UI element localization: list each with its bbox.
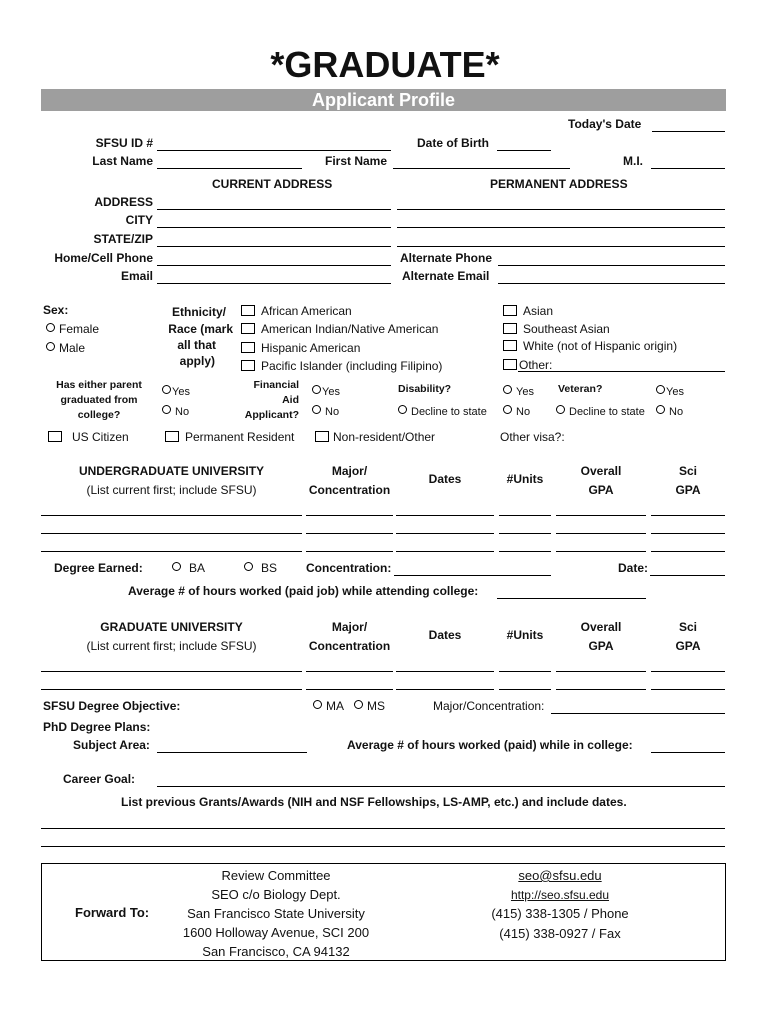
option-label: No xyxy=(669,406,684,418)
option-label: Hispanic American xyxy=(261,341,361,355)
option-label: MA xyxy=(326,699,344,713)
permanent-city-field[interactable] xyxy=(397,227,725,228)
checkbox-icon xyxy=(503,323,517,334)
permanent-address-heading: PERMANENT ADDRESS xyxy=(490,177,628,191)
email-link[interactable]: seo@sfsu.edu xyxy=(518,868,602,883)
ethnicity-option-asian[interactable] xyxy=(503,304,553,318)
grad-sci-heading-2: GPA xyxy=(675,639,701,653)
grad-major-heading-2: Concentration xyxy=(308,639,391,653)
aid-no-option[interactable] xyxy=(312,405,339,418)
option-label: Yes xyxy=(516,386,534,398)
option-label: White (not of Hispanic origin) xyxy=(523,339,678,353)
dob-field[interactable] xyxy=(497,150,551,151)
permanent-state-zip-field[interactable] xyxy=(397,246,725,247)
option-label: Yes xyxy=(322,386,340,398)
cell-field[interactable] xyxy=(499,671,551,672)
ethnicity-option-southeast-asian[interactable] xyxy=(503,322,610,336)
career-goal-field[interactable] xyxy=(157,786,725,787)
sex-female-label: Female xyxy=(59,322,100,336)
cell-field[interactable] xyxy=(499,551,551,552)
cell-field[interactable] xyxy=(396,689,494,690)
cell-field[interactable] xyxy=(396,551,494,552)
grad-gpa-heading-1: Overall xyxy=(580,620,622,634)
cell-field[interactable] xyxy=(306,671,393,672)
ethnicity-option-white[interactable] xyxy=(503,339,677,353)
cell-field[interactable] xyxy=(41,515,302,516)
address-line-2: SEO c/o Biology Dept. xyxy=(211,887,341,902)
permanent-address-field[interactable] xyxy=(397,209,725,210)
cell-field[interactable] xyxy=(41,551,302,552)
degree-earned-label: Degree Earned: xyxy=(54,561,143,575)
ethnicity-option-hispanic[interactable] xyxy=(241,341,360,355)
alt-phone-field[interactable] xyxy=(498,265,725,266)
cell-field[interactable] xyxy=(41,671,302,672)
grad-dates-heading: Dates xyxy=(428,628,462,642)
disability-label: Disability? xyxy=(398,383,452,395)
ethnicity-label-2: Race (mark xyxy=(168,322,233,336)
todays-date-label: Today's Date xyxy=(568,117,642,131)
cell-field[interactable] xyxy=(651,533,725,534)
cell-field[interactable] xyxy=(556,689,646,690)
radio-icon xyxy=(656,385,665,394)
last-name-label: Last Name xyxy=(92,154,153,168)
objective-ms-option[interactable] xyxy=(354,699,385,713)
aid-label-1: Financial xyxy=(253,379,299,391)
cell-field[interactable] xyxy=(651,551,725,552)
address-label: ADDRESS xyxy=(94,195,153,209)
radio-icon xyxy=(312,385,321,394)
option-label: Decline to state xyxy=(569,406,645,418)
cell-field[interactable] xyxy=(556,533,646,534)
parent-label-1: Has either parent xyxy=(56,379,142,391)
grad-subheading: (List current first; include SFSU) xyxy=(86,639,257,653)
alt-email-field[interactable] xyxy=(498,283,725,284)
ethnicity-label-1: Ethnicity/ xyxy=(171,305,226,319)
undergrad-subheading: (List current first; include SFSU) xyxy=(86,483,257,497)
address-line-1: Review Committee xyxy=(221,868,331,883)
option-label: Southeast Asian xyxy=(523,322,610,336)
aid-label-3: Applicant? xyxy=(244,409,299,421)
checkbox-icon xyxy=(503,340,517,351)
checkbox-icon xyxy=(503,305,517,316)
career-goal-label: Career Goal: xyxy=(63,772,136,786)
cell-field[interactable] xyxy=(396,515,494,516)
option-label: BA xyxy=(189,561,206,575)
option-label: BS xyxy=(261,561,278,575)
cell-field[interactable] xyxy=(499,515,551,516)
subject-area-label: Subject Area: xyxy=(73,738,150,752)
sex-label: Sex: xyxy=(43,303,69,317)
current-address-heading: CURRENT ADDRESS xyxy=(212,177,333,191)
option-label: Yes xyxy=(666,386,684,398)
cell-field[interactable] xyxy=(651,515,725,516)
option-label: Pacific Islander (including Filipino) xyxy=(261,359,443,373)
option-label: Yes xyxy=(172,386,190,398)
checkbox-icon xyxy=(241,323,255,334)
phone-text: (415) 338-1305 / Phone xyxy=(491,906,629,921)
degree-date-label: Date: xyxy=(618,561,649,575)
home-phone-label: Home/Cell Phone xyxy=(54,251,153,265)
cell-field[interactable] xyxy=(651,689,725,690)
parent-no-option[interactable] xyxy=(162,405,189,418)
veteran-yes-option[interactable] xyxy=(656,385,684,398)
radio-icon xyxy=(556,405,565,414)
major-concentration-field[interactable] xyxy=(551,713,725,714)
cell-field[interactable] xyxy=(499,533,551,534)
sfsu-id-label: SFSU ID # xyxy=(95,136,153,150)
radio-icon xyxy=(162,405,171,414)
degree-date-field[interactable] xyxy=(650,575,725,576)
cell-field[interactable] xyxy=(396,533,494,534)
option-label: No xyxy=(175,406,190,418)
disability-yes-option[interactable] xyxy=(503,385,534,398)
cell-field[interactable] xyxy=(396,671,494,672)
ethnicity-option-american-indian[interactable] xyxy=(241,322,438,336)
radio-icon xyxy=(398,405,407,414)
option-label: American Indian/Native American xyxy=(261,322,439,336)
mi-label: M.I. xyxy=(623,154,643,168)
aid-yes-option[interactable] xyxy=(312,385,340,398)
concentration-label: Concentration: xyxy=(306,561,392,575)
ethnicity-label-4: apply) xyxy=(179,354,215,368)
option-label: No xyxy=(516,406,531,418)
sfsu-id-field[interactable] xyxy=(157,150,391,151)
option-label: No xyxy=(325,406,340,418)
first-name-label: First Name xyxy=(325,154,388,168)
grants-field-1[interactable] xyxy=(41,828,725,829)
state-zip-label: STATE/ZIP xyxy=(93,232,153,246)
undergrad-gpa-heading-1: Overall xyxy=(580,464,622,478)
todays-date-field[interactable] xyxy=(652,131,725,132)
checkbox-icon xyxy=(241,342,255,353)
cell-field[interactable] xyxy=(499,689,551,690)
radio-icon xyxy=(503,405,512,414)
grants-field-2[interactable] xyxy=(41,846,725,847)
grad-units-heading: #Units xyxy=(506,628,544,642)
current-city-field[interactable] xyxy=(157,227,391,228)
ethnicity-other-field[interactable] xyxy=(518,371,725,372)
radio-icon xyxy=(312,405,321,414)
radio-icon xyxy=(656,405,665,414)
checkbox-icon xyxy=(165,431,179,442)
cell-field[interactable] xyxy=(306,689,393,690)
hours-worked-label: Average # of hours worked (paid job) while attending college: xyxy=(128,584,479,598)
first-name-field[interactable] xyxy=(393,168,570,169)
email-field[interactable] xyxy=(157,283,391,284)
undergrad-gpa-heading-2: GPA xyxy=(588,483,614,497)
page-title: *GRADUATE* xyxy=(270,44,500,85)
undergrad-major-heading-2: Concentration xyxy=(308,483,391,497)
ethnicity-label-3: all that xyxy=(177,338,216,352)
other-visa-label: Other visa?: xyxy=(500,430,565,444)
checkbox-icon xyxy=(241,305,255,316)
hours-paid-label: Average # of hours worked (paid) while in college: xyxy=(347,738,633,752)
aid-label-2: Aid xyxy=(282,394,299,406)
cell-field[interactable] xyxy=(41,689,302,690)
mi-field[interactable] xyxy=(651,168,725,169)
undergrad-sci-heading-2: GPA xyxy=(675,483,701,497)
sex-female-option[interactable] xyxy=(46,322,99,336)
radio-icon xyxy=(244,562,253,571)
grad-gpa-heading-2: GPA xyxy=(588,639,614,653)
banner-title: Applicant Profile xyxy=(311,90,455,110)
radio-icon xyxy=(46,342,55,351)
cell-field[interactable] xyxy=(556,515,646,516)
radio-icon xyxy=(503,385,512,394)
ethnicity-option-pacific-islander[interactable] xyxy=(241,359,442,373)
subject-area-field[interactable] xyxy=(157,752,307,753)
radio-icon xyxy=(354,700,363,709)
undergrad-heading: UNDERGRADUATE UNIVERSITY xyxy=(78,464,265,478)
disability-no-option[interactable] xyxy=(503,405,530,418)
parent-yes-option[interactable] xyxy=(162,385,190,398)
city-label: CITY xyxy=(125,213,153,227)
grants-label: List previous Grants/Awards (NIH and NSF Fellowships, LS-AMP, etc.) and include dates. xyxy=(121,795,627,809)
objective-ma-option[interactable] xyxy=(313,699,344,713)
email-label: Email xyxy=(120,269,153,283)
grad-sci-heading-1: Sci xyxy=(678,620,697,634)
checkbox-icon xyxy=(315,431,329,442)
us-citizen-option[interactable] xyxy=(48,430,129,444)
cell-field[interactable] xyxy=(556,551,646,552)
last-name-field[interactable] xyxy=(157,168,302,169)
option-label: Asian xyxy=(523,304,554,318)
sex-male-label: Male xyxy=(59,341,86,355)
veteran-no-option[interactable] xyxy=(656,405,683,418)
option-label: Decline to state xyxy=(411,406,487,418)
address-line-5: San Francisco, CA 94132 xyxy=(202,944,350,959)
option-label: US Citizen xyxy=(72,430,129,444)
concentration-field[interactable] xyxy=(394,575,551,576)
degree-bs-option[interactable] xyxy=(244,561,277,575)
undergrad-dates-heading: Dates xyxy=(428,472,462,486)
checkbox-icon xyxy=(48,431,62,442)
cell-field[interactable] xyxy=(556,671,646,672)
cell-field[interactable] xyxy=(306,551,393,552)
current-address-field[interactable] xyxy=(157,209,391,210)
checkbox-icon xyxy=(503,359,517,370)
current-state-zip-field[interactable] xyxy=(157,246,391,247)
radio-icon xyxy=(46,323,55,332)
address-line-4: 1600 Holloway Avenue, SCI 200 xyxy=(182,925,370,940)
undergrad-units-heading: #Units xyxy=(506,472,544,486)
parent-label-3: college? xyxy=(77,409,121,421)
home-phone-field[interactable] xyxy=(157,265,391,266)
parent-label-2: graduated from xyxy=(60,394,138,406)
radio-icon xyxy=(162,385,171,394)
cell-field[interactable] xyxy=(306,515,393,516)
dob-label: Date of Birth xyxy=(417,136,489,150)
cell-field[interactable] xyxy=(651,671,725,672)
disability-decline-option[interactable] xyxy=(398,405,487,418)
cell-field[interactable] xyxy=(41,533,302,534)
veteran-decline-option[interactable] xyxy=(556,405,645,418)
option-label: Other: xyxy=(519,358,553,372)
hours-paid-field[interactable] xyxy=(651,752,725,753)
option-label: Non-resident/Other xyxy=(333,430,436,444)
alt-phone-label: Alternate Phone xyxy=(400,251,493,265)
forward-to-label: Forward To: xyxy=(75,905,150,920)
grad-major-heading-1: Major/ xyxy=(331,620,368,634)
option-label: Permanent Resident xyxy=(185,430,295,444)
ethnicity-option-other[interactable] xyxy=(503,358,552,372)
major-concentration-label: Major/Concentration: xyxy=(433,699,545,713)
checkbox-icon xyxy=(241,360,255,371)
degree-ba-option[interactable] xyxy=(172,561,205,575)
ethnicity-option-african-american[interactable] xyxy=(241,304,352,318)
undergrad-major-heading-1: Major/ xyxy=(331,464,368,478)
degree-objective-label: SFSU Degree Objective: xyxy=(43,699,181,713)
veteran-label: Veteran? xyxy=(558,383,603,395)
radio-icon xyxy=(313,700,322,709)
cell-field[interactable] xyxy=(306,533,393,534)
option-label: MS xyxy=(367,699,385,713)
grad-heading: GRADUATE UNIVERSITY xyxy=(100,620,243,634)
fax-text: (415) 338-0927 / Fax xyxy=(499,926,621,941)
undergrad-sci-heading-1: Sci xyxy=(678,464,697,478)
alt-email-label: Alternate Email xyxy=(402,269,490,283)
website-link[interactable]: http://seo.sfsu.edu xyxy=(510,888,610,902)
radio-icon xyxy=(172,562,181,571)
phd-plans-label: PhD Degree Plans: xyxy=(43,720,151,734)
address-line-3: San Francisco State University xyxy=(187,906,365,921)
non-resident-option[interactable] xyxy=(315,430,435,444)
permanent-resident-option[interactable] xyxy=(165,430,294,444)
sex-male-option[interactable] xyxy=(46,341,85,355)
hours-worked-field[interactable] xyxy=(497,598,646,599)
option-label: African American xyxy=(261,304,352,318)
